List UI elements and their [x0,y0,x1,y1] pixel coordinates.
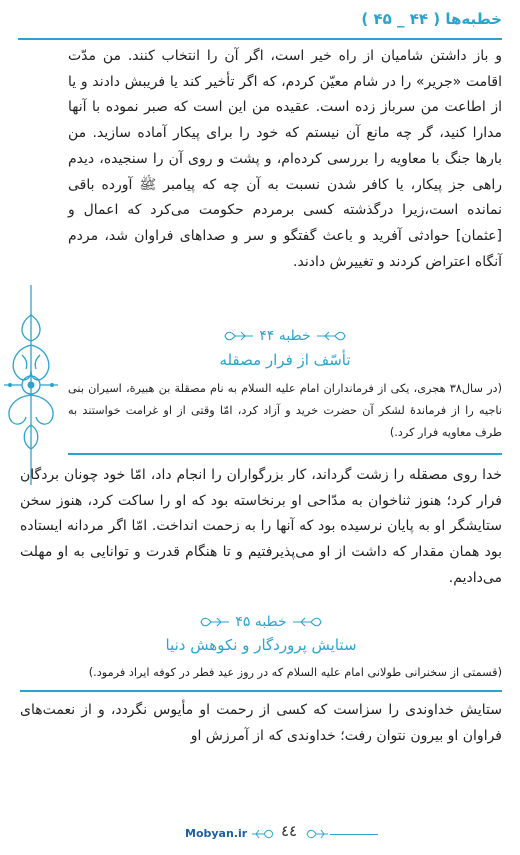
khutbah-43-continued-text: و باز داشتن شامیان از راه خیر است، اگر آن را انتخاب كنند. من مدّت اقامت «جریر» را در شام معیّن كردم، كه اگر تأخیر كند یا فریبش دادند و یا از اطاعت من سرباز زده است. عقیده من این است كه صبر نموده با آنها مدارا كنید، گر چه مانع آن نیستم كه خود را برای پیكار آماده سازید. من بارها جنگ با معاویه را بررسی كرده‌ام، و پشت و روی آن را سنجیده، دیدم راهی جز پیكار، یا كافر شدن نسبت به آن چه كه پیامبر ﷺ آورده باقی نمانده است،زیرا درگذشته كسی برمردم حكومت می‌كرد كه اعمال و [عثمان] حوادثی آفرید و باعث گفتگو و سر و صداهای فراوان شد، مردم آنگاه اعتراض كردند و تغییرش دادند. [68,48,502,270]
flourish-right-icon [291,616,325,628]
header-rule [18,38,502,40]
khutbah-44-intro: (در سال۳۸ هجری، یكی از فرمانداران امام علیه السلام به نام مصقلة بن هبیرة، اسیران بنی ناجیه را از فرماندهٔ لشكر آن حضرت خرید و آزاد كرد، امّا وقتی از او غرامت خواستند به طرف معاویه فرار كرد.) [68,382,502,439]
khutbah-45-rule [20,690,502,692]
khutbah-44-rule [68,453,502,455]
footer-flourish-right-icon [250,827,276,841]
site-link[interactable]: Mobyan.ir [185,827,248,840]
khutbah-44-heading [68,328,502,344]
khutbah-45-intro: (قسمتی از سخنرانی طولانی امام علیه السلام كه در روز عید فطر در كوفه ایراد فرمود.) [88,666,502,679]
khutbah-44-title: تأسّف از فرار مصقله [219,351,351,369]
flourish-left-icon [197,616,231,628]
page-footer [0,822,520,848]
flourish-left-icon [221,330,255,342]
running-title: خطبه‌ها ( ۴۴ _ ۴۵ ) [361,10,502,28]
khutbah-45-text: ستایش خداوندی را سزاست كه كسی از رحمت او مأیوس نگردد، و از نعمت‌های فراوان او بیرون نتوان رفت؛ خداوندی كه از آمرزش او [20,702,502,744]
flourish-right-icon [315,330,349,342]
khutbah-44-text: خدا روی مصقله را زشت گرداند، كار بزرگواران را انجام داد، امّا خود چونان بردگان فرار كرد؛ هنوز ثناخوان به مدّاحی او برنخاسته بود كه او را ساكت كرد، هنوز سخن ستایشگر او به پایان نرسیده بود كه آنها را به زحمت انداخت. امّا اگر مردانه ایستاده بود همان مقدار كه داشت از او می‌پذیرفتیم و تا هنگام قدرت و توانایی به او مهلت می‌دادیم. [20,467,502,586]
floral-ornament-icon [4,285,58,485]
page-number: ٤٤ [281,822,298,840]
khutbah-45-title: ستایش پروردگار و نكوهش دنیا [165,636,357,654]
footer-flourish-left-icon [304,827,330,841]
khutbah-45-heading [20,614,502,630]
khutbah-45-number: خطبه ۴۵ [235,614,287,630]
footer-rule [330,834,378,835]
khutbah-44-number: خطبه ۴۴ [259,328,311,344]
page-header [18,6,502,36]
